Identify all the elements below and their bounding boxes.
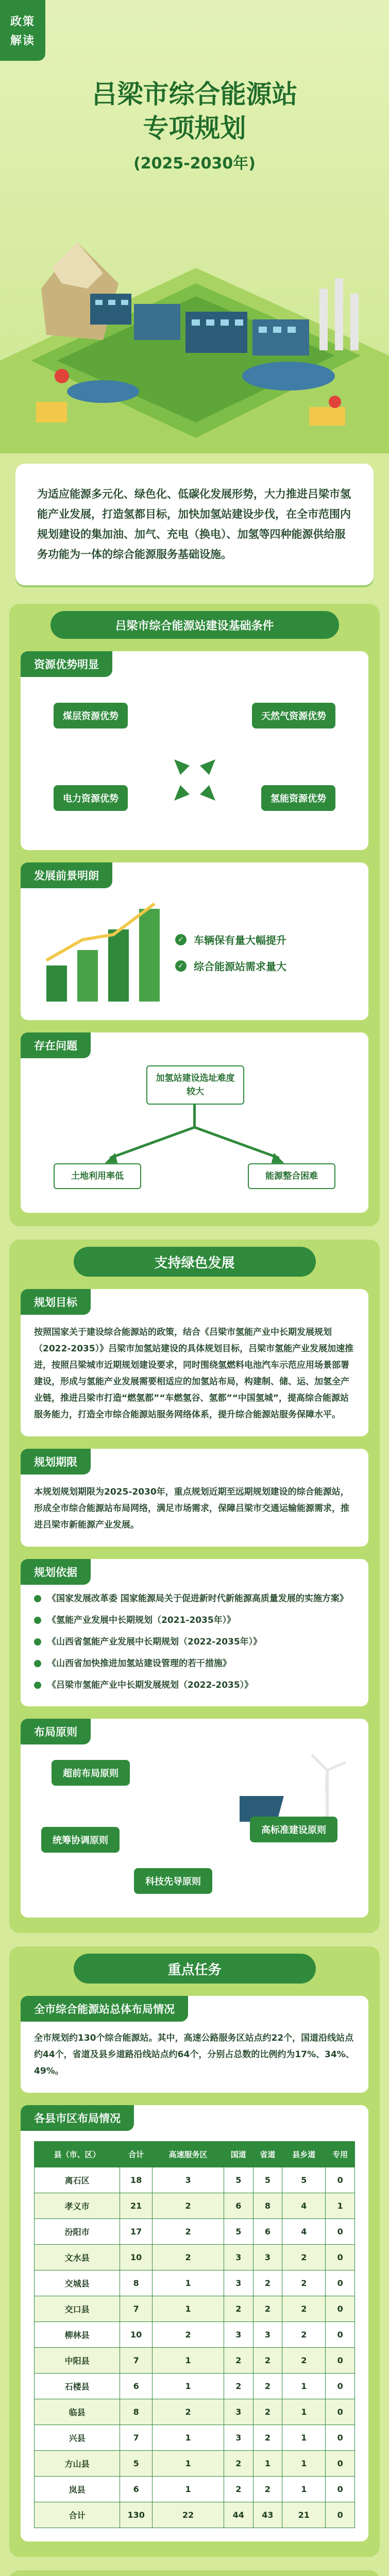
- bullet-icon: [34, 1682, 41, 1689]
- table-cell: 7: [120, 2348, 153, 2374]
- table-cell: 2: [224, 2477, 253, 2502]
- badge-line1: 政策: [10, 15, 35, 28]
- layout-item: 统筹协调原则: [41, 1827, 120, 1853]
- table-cell: 临县: [35, 2399, 120, 2425]
- badge-line2: 解读: [10, 35, 35, 47]
- table-cell: 2: [224, 2296, 253, 2322]
- table-cell: 柳林县: [35, 2322, 120, 2348]
- intro-card: 为适应能源多元化、绿色化、低碳化发展形势，大力推进吕梁市氢能产业发展，打造氢都目标，加快加氢站建设步伐，在全市范围内规划建设的集加油、加气、充电（换电）、加氢等四种能源供给服务功能为一体的综合能源服务基础设施。: [15, 464, 374, 585]
- table-cell: 0: [326, 2296, 355, 2322]
- table-cell: 6: [253, 2219, 282, 2245]
- support-section: [9, 1240, 380, 1933]
- table-cell: 2: [282, 2322, 326, 2348]
- table-cell: 2: [253, 2270, 282, 2296]
- table-cell: 0: [326, 2502, 355, 2528]
- table-row: [35, 2477, 355, 2502]
- table-row: [35, 2348, 355, 2374]
- table-cell: 2: [253, 2477, 282, 2502]
- table-row: [35, 2270, 355, 2296]
- bullet-icon: [34, 1617, 41, 1624]
- layout-card: [21, 1719, 368, 1918]
- table-cell: 交城县: [35, 2270, 120, 2296]
- table-cell: 3: [224, 2399, 253, 2425]
- tasks-section: [9, 1946, 380, 2557]
- table-row: [35, 2399, 355, 2425]
- check-icon: ✓: [175, 934, 187, 945]
- table-cell: 2: [253, 2374, 282, 2399]
- table-cell: 7: [120, 2425, 153, 2451]
- table-cell: 兴县: [35, 2425, 120, 2451]
- basis-item: 《氢能产业发展中长期规划（2021-2035年）》: [21, 1606, 368, 1628]
- table-cell: 2: [153, 2193, 224, 2219]
- table-cell: 6: [120, 2477, 153, 2502]
- table-cell: 5: [224, 2167, 253, 2193]
- resource-item: 氢能资源优势: [261, 785, 335, 811]
- table-cell: 4: [282, 2193, 326, 2219]
- table-cell: 8: [120, 2270, 153, 2296]
- table-cell: 岚县: [35, 2477, 120, 2502]
- table-cell: 6: [120, 2374, 153, 2399]
- table-cell: 5: [282, 2167, 326, 2193]
- county-table: [34, 2141, 355, 2528]
- table-cell: 2: [282, 2270, 326, 2296]
- table-header-cell: 合计: [120, 2142, 153, 2167]
- table-cell: 18: [120, 2167, 153, 2193]
- table-cell: 43: [253, 2502, 282, 2528]
- table-row: [35, 2374, 355, 2399]
- table-row: [35, 2245, 355, 2270]
- table-cell: 1: [282, 2399, 326, 2425]
- bullet-icon: [34, 1660, 41, 1667]
- table-row: [35, 2425, 355, 2451]
- county-tag: 各县市区布局情况: [21, 2105, 134, 2131]
- table-cell: 2: [253, 2425, 282, 2451]
- basis-item: 《国家发展改革委 国家能源局关于促进新时代新能源高质量发展的实施方案》: [21, 1585, 368, 1606]
- table-cell: 10: [120, 2245, 153, 2270]
- resource-card: [21, 651, 368, 850]
- development-card: [21, 862, 368, 1020]
- table-cell: 6: [224, 2193, 253, 2219]
- table-cell: 2: [253, 2399, 282, 2425]
- table-cell: 方山县: [35, 2451, 120, 2477]
- table-row: [35, 2502, 355, 2528]
- period-tag: 规划期限: [21, 1449, 91, 1475]
- table-cell: 1: [282, 2451, 326, 2477]
- policy-badge: [0, 0, 45, 61]
- resource-tag: 资源优势明显: [21, 651, 112, 677]
- development-label: 车辆保有量大幅提升: [194, 934, 286, 946]
- energy-station-illustration: [0, 206, 389, 453]
- table-cell: 石楼县: [35, 2374, 120, 2399]
- overall-text: 全市规划约130个综合能源站。其中，高速公路服务区站点约22个，国道沿线站点约44个，省道及县乡道路沿线站点约64个，分别占总数的比例约为17%、34%、49%。: [34, 2033, 354, 2076]
- table-cell: 21: [282, 2502, 326, 2528]
- table-cell: 0: [326, 2374, 355, 2399]
- table-cell: 2: [282, 2348, 326, 2374]
- development-item: [175, 958, 353, 973]
- table-cell: 2: [253, 2296, 282, 2322]
- table-cell: 3: [224, 2425, 253, 2451]
- table-cell: 2: [282, 2296, 326, 2322]
- converge-arrows-icon: [169, 754, 221, 806]
- table-cell: 21: [120, 2193, 153, 2219]
- conditions-section: [9, 604, 380, 1226]
- table-cell: 130: [120, 2502, 153, 2528]
- layout-tag: 布局原则: [21, 1719, 91, 1744]
- table-cell: 1: [282, 2425, 326, 2451]
- county-card: [21, 2105, 368, 2541]
- table-cell: 1: [153, 2425, 224, 2451]
- table-cell: 2: [253, 2348, 282, 2374]
- table-header-cell: 国道: [224, 2142, 253, 2167]
- table-cell: 3: [224, 2270, 253, 2296]
- table-cell: 44: [224, 2502, 253, 2528]
- table-cell: 1: [282, 2374, 326, 2399]
- table-cell: 离石区: [35, 2167, 120, 2193]
- problem-item: 土地利用率低: [54, 1163, 141, 1189]
- table-cell: 4: [282, 2219, 326, 2245]
- table-cell: 2: [224, 2374, 253, 2399]
- bullet-icon: [34, 1638, 41, 1646]
- table-cell: 0: [326, 2348, 355, 2374]
- table-cell: 7: [120, 2296, 153, 2322]
- table-cell: 中阳县: [35, 2348, 120, 2374]
- table-cell: 1: [153, 2477, 224, 2502]
- goal-tag: 规划目标: [21, 1289, 91, 1315]
- goal-card: [21, 1289, 368, 1436]
- resource-item: 天然气资源优势: [252, 703, 335, 728]
- table-cell: 0: [326, 2167, 355, 2193]
- table-cell: 5: [224, 2219, 253, 2245]
- table-cell: 1: [153, 2270, 224, 2296]
- resource-grid: [33, 682, 356, 837]
- layout-item: 超前布局原则: [52, 1760, 130, 1786]
- development-item: [175, 932, 353, 947]
- problems-tag: 存在问题: [21, 1032, 91, 1058]
- table-cell: 3: [224, 2322, 253, 2348]
- period-card: [21, 1449, 368, 1547]
- title-years: (2025-2030年): [133, 155, 256, 173]
- overall-tag: 全市综合能源站总体布局情况: [21, 1996, 188, 2022]
- bullet-icon: [34, 1595, 41, 1602]
- table-cell: 文水县: [35, 2245, 120, 2270]
- hero: [0, 0, 389, 453]
- table-cell: 0: [326, 2322, 355, 2348]
- table-row: [35, 2296, 355, 2322]
- basis-card: [21, 1559, 368, 1706]
- table-cell: 8: [253, 2193, 282, 2219]
- table-cell: 3: [253, 2322, 282, 2348]
- table-cell: 3: [153, 2167, 224, 2193]
- resource-item: 电力资源优势: [54, 785, 128, 811]
- conditions-title: 吕梁市综合能源站建设基础条件: [50, 611, 339, 639]
- layout-item: 高标准建设原则: [250, 1817, 337, 1842]
- table-header-cell: 县（市、区）: [35, 2142, 120, 2167]
- growth-bars-icon: [36, 899, 165, 1007]
- table-header-cell: 高速服务区: [153, 2142, 224, 2167]
- basis-tag: 规划依据: [21, 1559, 91, 1585]
- table-cell: 0: [326, 2245, 355, 2270]
- table-cell: 汾阳市: [35, 2219, 120, 2245]
- table-row: [35, 2219, 355, 2245]
- goal-text: 按照国家关于建设综合能源站的政策，结合《吕梁市氢能产业中长期发展规划（2022-2035）》吕梁市加氢站建设的具体规划目标，吕梁市氢能产业发展加速推进，按照吕梁城市近期规划建设要求，同时围绕氢燃料电池汽车示范应用场景部署建设，形成与氢能产业发展需要相适应的加氢站布局，构建制、储、运、加氢全产业链，推进吕梁市打造“燃氢都”“车燃氢谷、氢都”“中国氢城”，提高综合能源站服务能力，打造全市综合能源站服务网络体系，提升综合能源站服务保障水平。: [34, 1327, 354, 1420]
- table-cell: 0: [326, 2425, 355, 2451]
- basis-item: 《山西省氢能产业发展中长期规划（2022-2035年）》: [21, 1628, 368, 1650]
- table-cell: 3: [253, 2245, 282, 2270]
- table-cell: 1: [153, 2348, 224, 2374]
- resource-item: 煤层资源优势: [54, 703, 128, 728]
- table-row: [35, 2167, 355, 2193]
- table-cell: 合计: [35, 2502, 120, 2528]
- table-cell: 交口县: [35, 2296, 120, 2322]
- table-cell: 8: [120, 2399, 153, 2425]
- tasks-heading: 重点任务: [74, 1954, 316, 1984]
- problems-diagram: [33, 1065, 356, 1199]
- table-header-cell: 专用: [326, 2142, 355, 2167]
- table-header-cell: 省道: [253, 2142, 282, 2167]
- period-text: 本规划规划期限为2025-2030年，重点规划近期至远期规划建设的综合能源站，形成全市综合能源站布局网络，满足市场需求，保障吕梁市交通运输能源需求，推进吕梁市新能源产业发展。: [34, 1487, 349, 1530]
- table-row: [35, 2322, 355, 2348]
- problem-item: 能源整合困难: [248, 1163, 335, 1189]
- check-icon: ✓: [175, 960, 187, 972]
- table-cell: 0: [326, 2451, 355, 2477]
- table-cell: 0: [326, 2270, 355, 2296]
- table-cell: 2: [224, 2348, 253, 2374]
- table-cell: 2: [224, 2451, 253, 2477]
- table-cell: 2: [153, 2245, 224, 2270]
- table-cell: 1: [153, 2374, 224, 2399]
- table-cell: 1: [153, 2296, 224, 2322]
- problems-card: [21, 1032, 368, 1213]
- problem-item: 加氢站建设选址难度较大: [146, 1065, 244, 1105]
- table-cell: 5: [120, 2451, 153, 2477]
- table-row: [35, 2451, 355, 2477]
- table-cell: 2: [282, 2245, 326, 2270]
- title-line2: 专项规划: [143, 113, 246, 143]
- layout-item: 科技先导原则: [134, 1868, 212, 1894]
- basis-item: 《山西省加快推进加氢站建设管理的若干措施》: [21, 1650, 368, 1671]
- layout-diagram: [31, 1750, 358, 1904]
- table-cell: 1: [326, 2193, 355, 2219]
- table-cell: 2: [153, 2219, 224, 2245]
- table-cell: 2: [153, 2322, 224, 2348]
- table-cell: 17: [120, 2219, 153, 2245]
- table-cell: 0: [326, 2477, 355, 2502]
- table-cell: 5: [253, 2167, 282, 2193]
- table-cell: 22: [153, 2502, 224, 2528]
- overall-card: [21, 1996, 368, 2093]
- table-cell: 1: [153, 2451, 224, 2477]
- guarantee-section: [9, 2570, 380, 2576]
- table-cell: 1: [282, 2477, 326, 2502]
- table-cell: 孝义市: [35, 2193, 120, 2219]
- table-cell: 3: [224, 2245, 253, 2270]
- development-label: 综合能源站需求量大: [194, 960, 286, 973]
- table-header-cell: 县乡道: [282, 2142, 326, 2167]
- basis-item: 《吕梁市氢能产业中长期发展规划（2022-2035）》: [21, 1671, 368, 1693]
- table-cell: 10: [120, 2322, 153, 2348]
- hero-title: [0, 77, 389, 173]
- table-row: [35, 2193, 355, 2219]
- title-line1: 吕梁市综合能源站: [91, 79, 298, 109]
- table-cell: 2: [153, 2399, 224, 2425]
- development-tag: 发展前景明朗: [21, 862, 112, 888]
- support-heading: 支持绿色发展: [74, 1247, 316, 1277]
- table-cell: 0: [326, 2399, 355, 2425]
- table-cell: 0: [326, 2219, 355, 2245]
- table-cell: 1: [253, 2451, 282, 2477]
